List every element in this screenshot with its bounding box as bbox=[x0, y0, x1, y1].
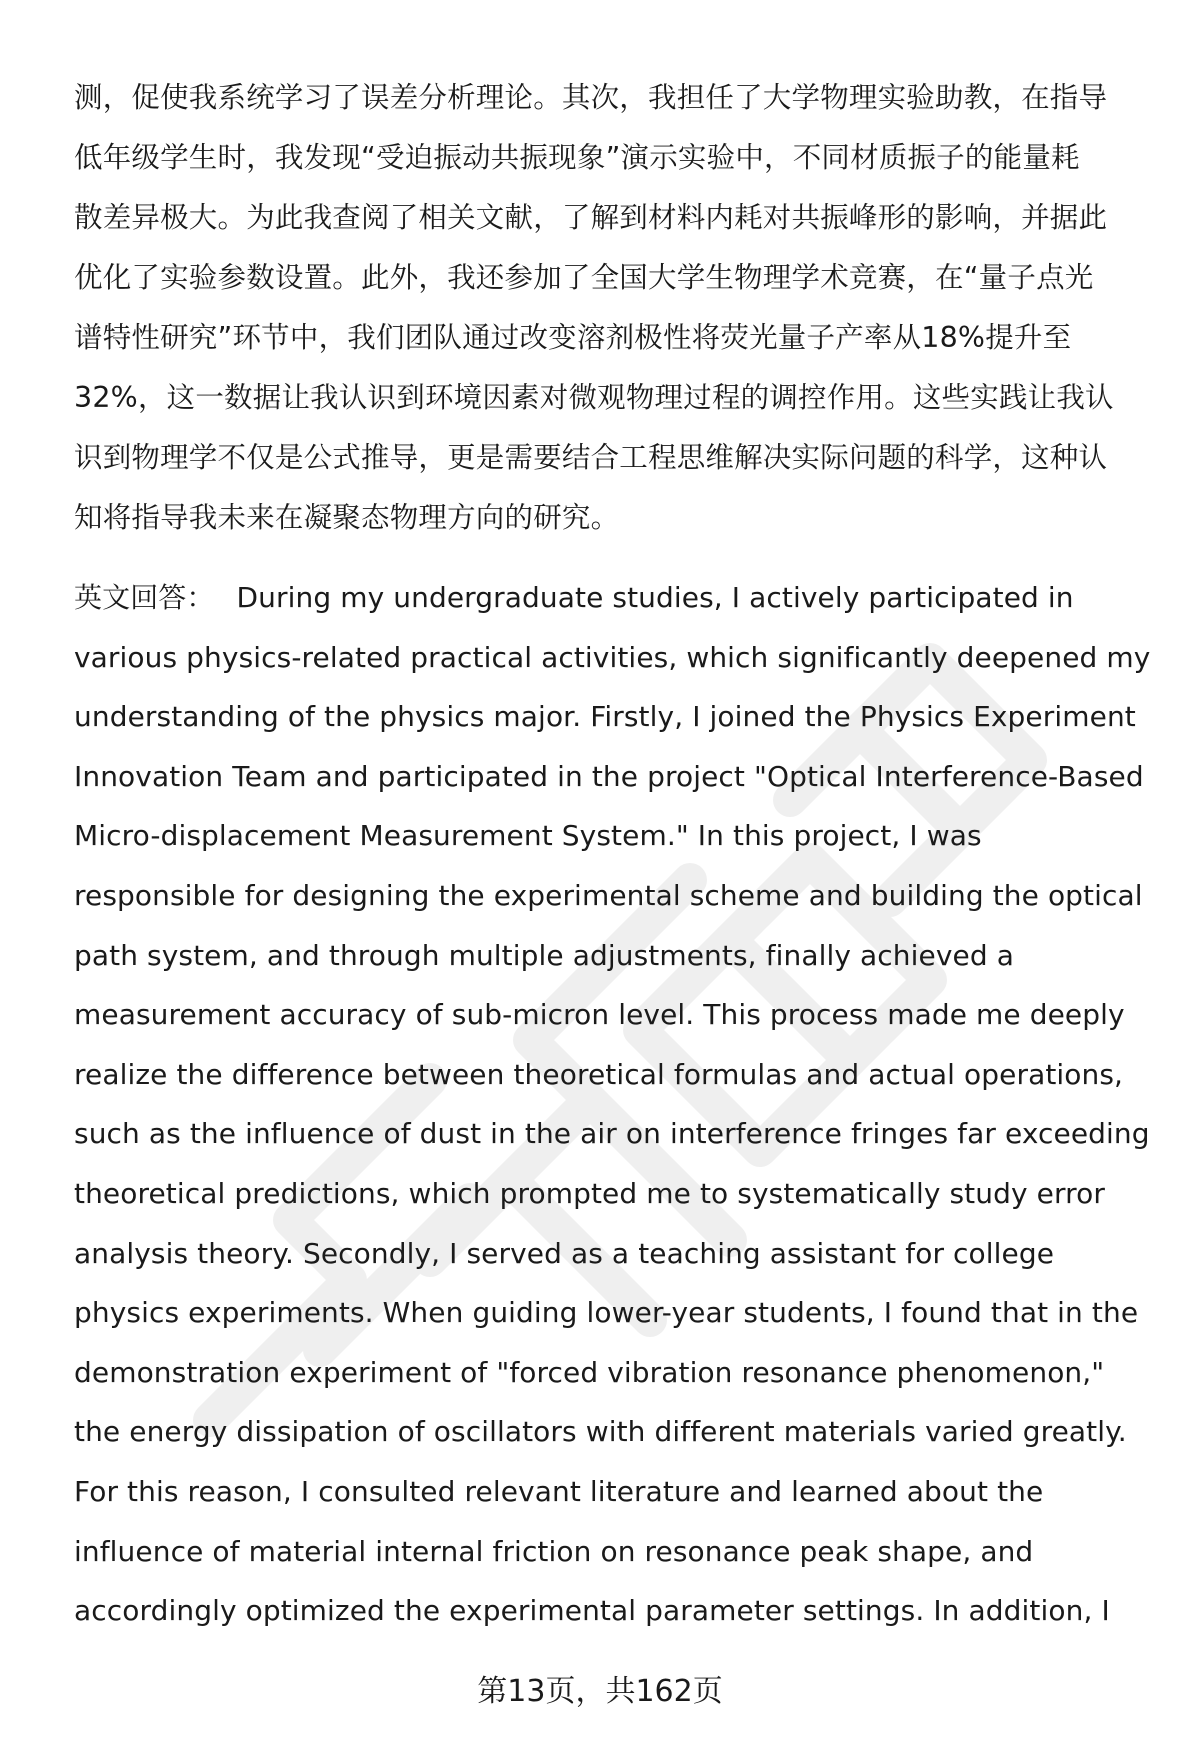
paragraph-line: influence of material internal friction on resonance peak shape, and bbox=[74, 1534, 1034, 1568]
paragraph-first-text: During my undergraduate studies, I actively participated in bbox=[236, 581, 1074, 614]
page-number-footer: 第13页，共162页 bbox=[477, 1674, 723, 1709]
paragraph-line: 测，促使我系统学习了误差分析理论。其次，我担任了大学物理实验助教，在指导 bbox=[74, 81, 1108, 114]
paragraph-line: responsible for designing the experimental scheme and building the optical bbox=[74, 878, 1143, 912]
paragraph-line: 识到物理学不仅是公式推导，更是需要结合工程思维解决实际问题的科学，这种认 bbox=[74, 441, 1108, 474]
paragraph-line: 低年级学生时，我发现“受迫振动共振现象”演示实验中，不同材质振子的能量耗 bbox=[74, 141, 1080, 174]
paragraph-line: physics experiments. When guiding lower-year students, I found that in the bbox=[74, 1296, 1139, 1330]
paragraph-line: 散差异极大。为此我查阅了相关文献，了解到材料内耗对共振峰形的影响，并据此 bbox=[74, 201, 1108, 234]
paragraph-line: theoretical predictions, which prompted me to systematically study error bbox=[74, 1176, 1105, 1210]
english-answer-label: 英文回答： bbox=[74, 581, 215, 614]
paragraph-line: accordingly optimized the experimental parameter settings. In addition, I bbox=[74, 1594, 1110, 1628]
paragraph-line: realize the difference between theoretical formulas and actual operations, bbox=[74, 1057, 1124, 1091]
paragraph-line: measurement accuracy of sub-micron level. This process made me deeply bbox=[74, 998, 1125, 1032]
paragraph-line: various physics-related practical activities, which significantly deepened my bbox=[74, 640, 1151, 674]
paragraph-line: For this reason, I consulted relevant literature and learned about the bbox=[74, 1474, 1044, 1508]
english-answer-paragraph bbox=[74, 568, 1164, 1641]
paragraph-line-first bbox=[74, 568, 1164, 628]
paragraph-line: 知将指导我未来在凝聚态物理方向的研究。 bbox=[74, 501, 620, 534]
paragraph-line: the energy dissipation of oscillators with different materials varied greatly. bbox=[74, 1415, 1127, 1449]
chinese-answer-paragraph bbox=[74, 68, 1154, 548]
paragraph-line: analysis theory. Secondly, I served as a teaching assistant for college bbox=[74, 1236, 1055, 1270]
paragraph-line: understanding of the physics major. Firstly, I joined the Physics Experiment bbox=[74, 700, 1136, 734]
paragraph-line: Innovation Team and participated in the project "Optical Interference-Based bbox=[74, 759, 1144, 793]
paragraph-line: such as the influence of dust in the air on interference fringes far exceeding bbox=[74, 1117, 1150, 1151]
paragraph-line: path system, and through multiple adjustments, finally achieved a bbox=[74, 938, 1014, 972]
paragraph-line: 谱特性研究”环节中，我们团队通过改变溶剂极性将荧光量子产率从18%提升至 bbox=[74, 321, 1072, 354]
paragraph-line: 32%，这一数据让我认识到环境因素对微观物理过程的调控作用。这些实践让我认 bbox=[74, 381, 1114, 414]
paragraph-line: Micro-displacement Measurement System." In this project, I was bbox=[74, 819, 982, 853]
paragraph-line: demonstration experiment of "forced vibration resonance phenomenon," bbox=[74, 1355, 1105, 1389]
paragraph-line: 优化了实验参数设置。此外，我还参加了全国大学生物理学术竞赛，在“量子点光 bbox=[74, 261, 1094, 294]
